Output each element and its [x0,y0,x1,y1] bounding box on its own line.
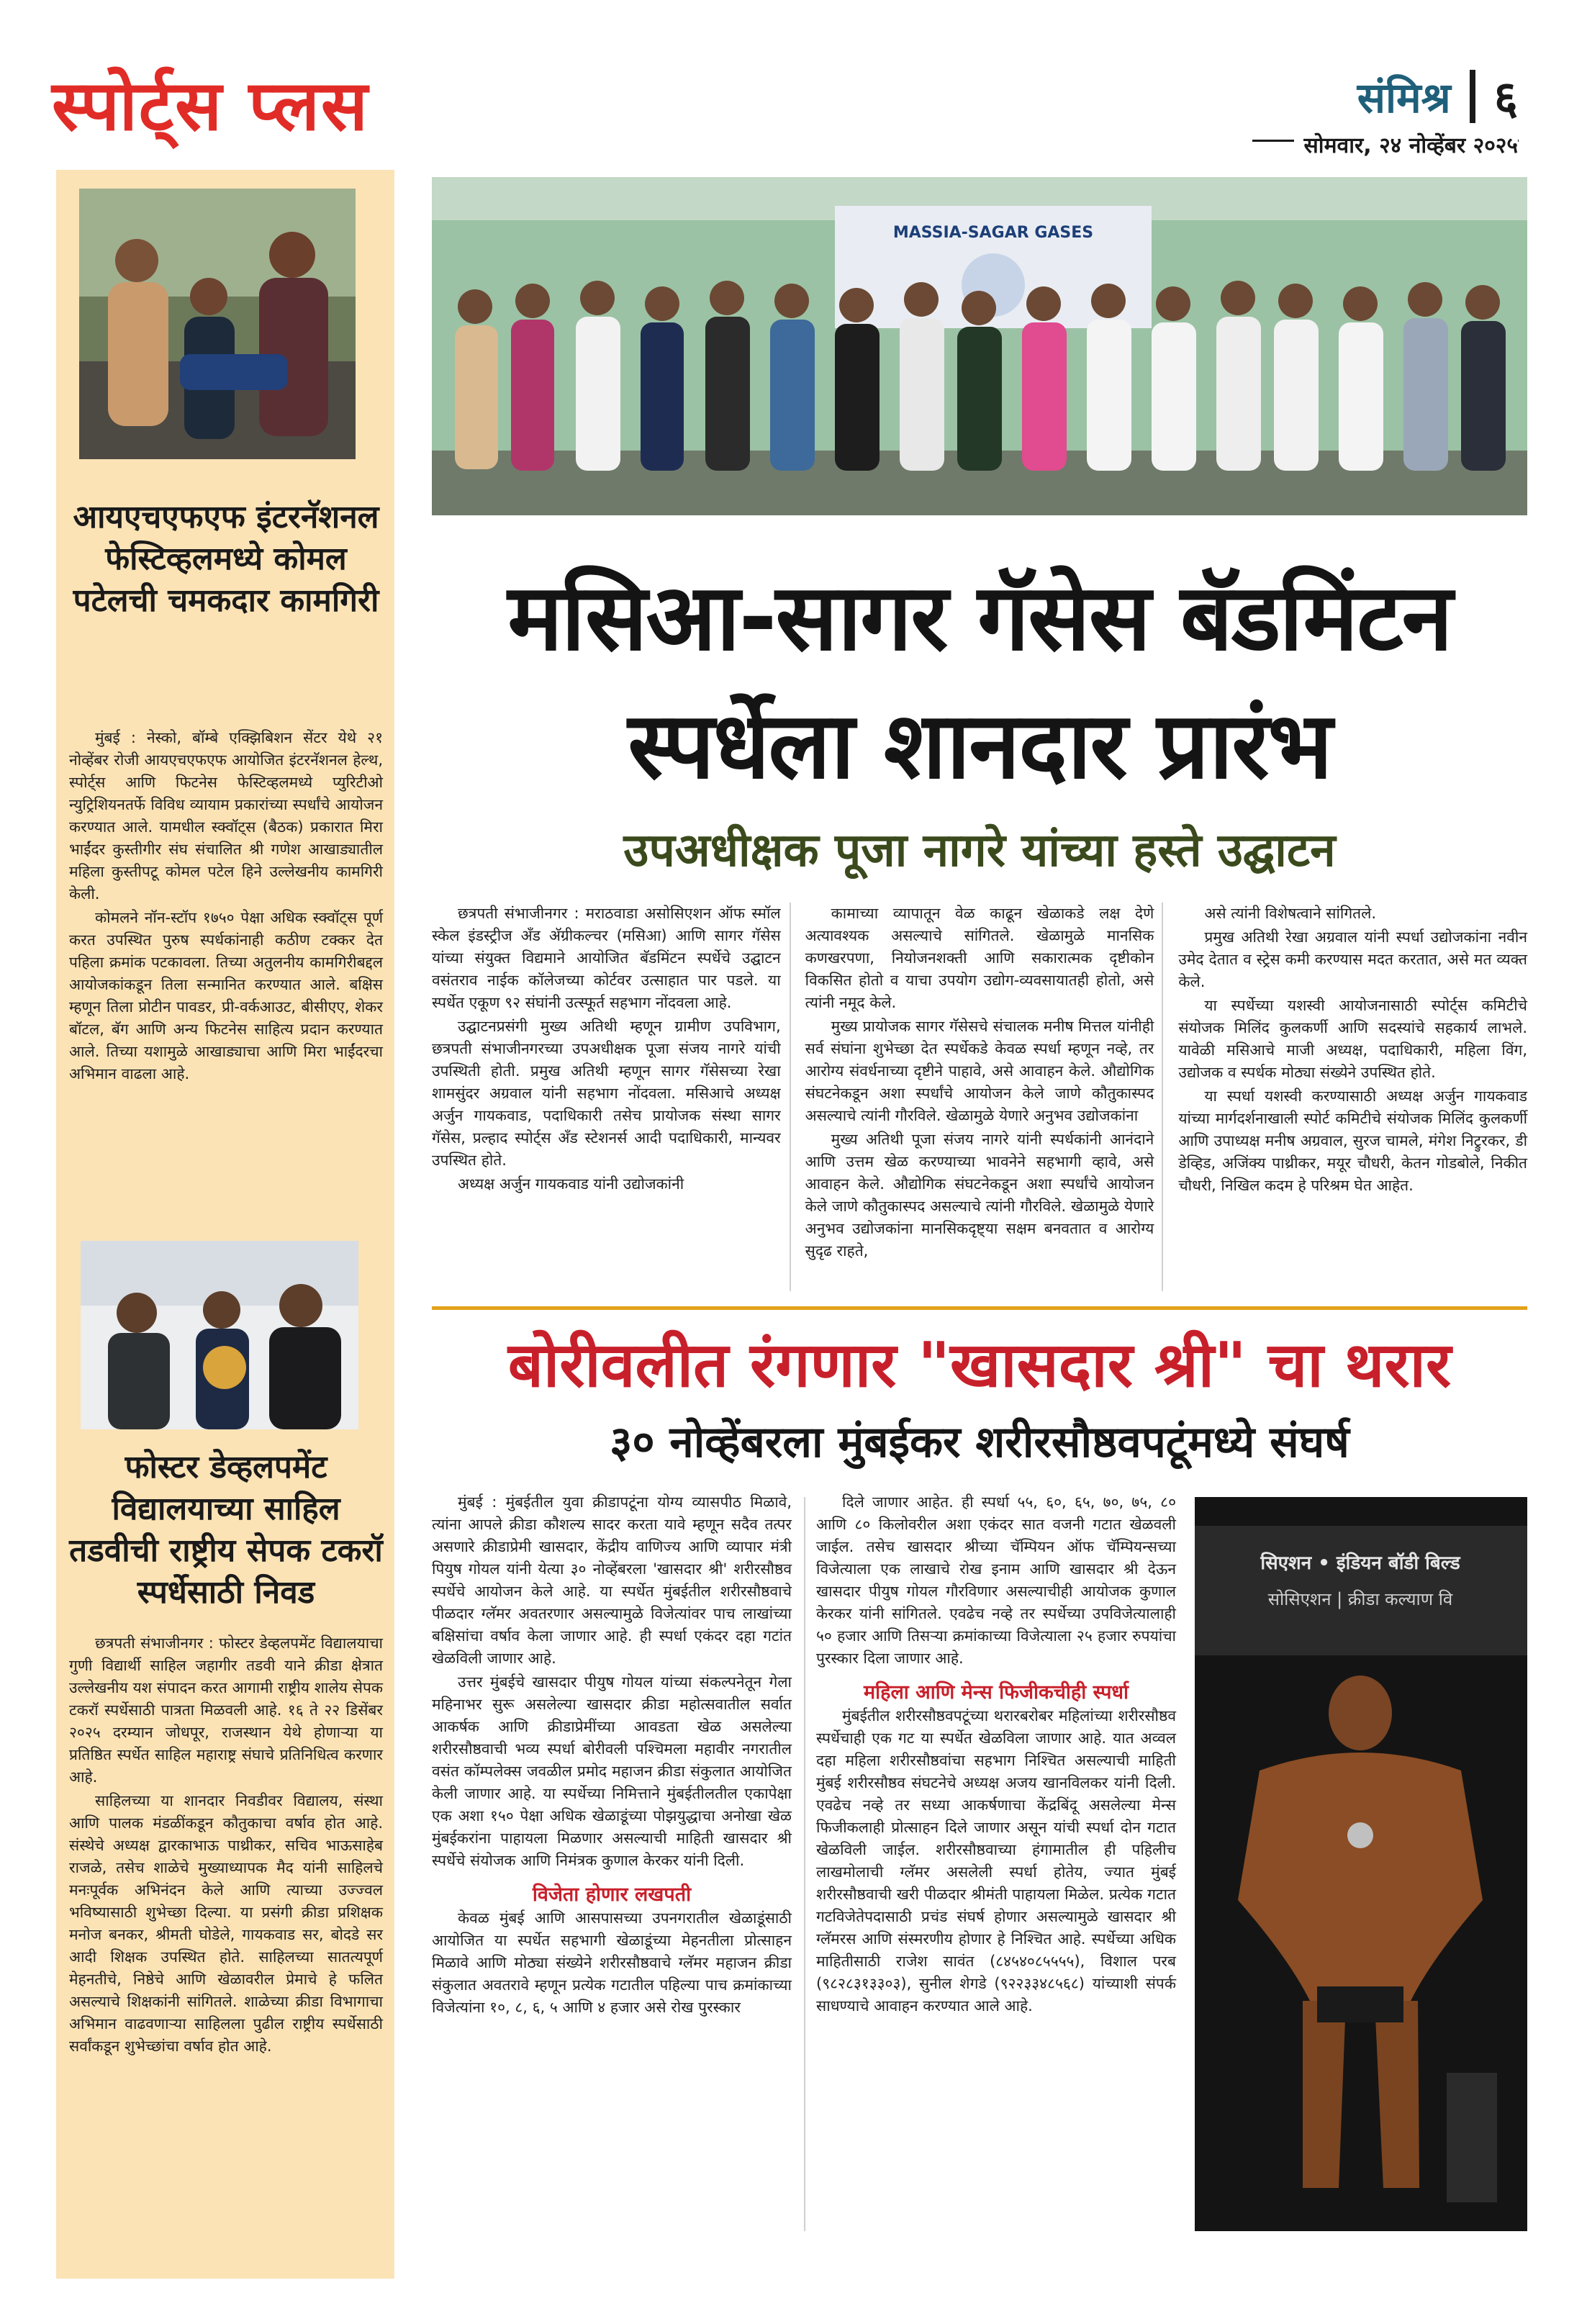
bodybuilder-photo [1195,1497,1527,2231]
masthead-title: स्पोर्ट्स प्लस [52,65,369,146]
crosshead: महिला आणि मेन्स फिजीकचीही स्पर्धा [863,1681,1129,1704]
section-divider [1470,70,1475,123]
paragraph: कामाच्या व्यापातून वेळ काढून खेळाकडे लक्ष देणे अत्यावश्यक असल्याचे सांगितले. खेळामुळे मानसिक कणखरपणा, नियोजनशक्ती आणि सकारात्मक दृष्टीकोन विकसित होतो व याचा उपयोग उद्योग-व्यवसायातही होतो, असे त्यांनी नमूद केले. [805,905,1154,1011]
paragraph: केवळ मुंबई आणि आसपासच्या उपनगरातील खेळाडूंसाठी आयोजित या स्पर्धेत सहभागी खेळाडूंच्या मेहनतीला प्रोत्साहन मिळावे आणि मोठ्या संख्येने शरीरसौष्ठवाचे ग्लॅमर महाजन क्रीडा संकुलात अवतरावे म्हणून प्रत्येक गटातील पहिल्या पाच क्रमांकाच्या विजेत्यांना १०, ८, ६, ५ आणि ४ हजार असे रोख पुरस्कार [432,1909,792,2016]
column-divider [804,1497,805,2231]
photo-banner-text: सोसिएशन | क्रीडा कल्याण वि [1267,1589,1453,1609]
paragraph: छत्रपती संभाजीनगर : मराठवाडा असोसिएशन ऑफ स्मॉल स्केल इंडस्ट्रीज अँड अ‍ॅग्रीकल्चर (मसिआ) आणि सागर गॅसेस यांच्या संयुक्त विद्यमाने आयोजित बॅडमिंटन स्पर्धेचे उद्घाटन वसंतराव नाईक कॉलेजच्या कोर्टवर उत्साहात पार पडले. या स्पर्धेत एकूण ९२ संघांनी उत्स्फूर्त सहभाग नोंदवला आहे. [432,905,781,1011]
paragraph: या स्पर्धेच्या यशस्वी आयोजनासाठी स्पोर्ट्स कमिटीचे संयोजक मिलिंद कुलकर्णी आणि सदस्यांचे सहकार्य लाभले. यावेळी मसिआचे माजी अध्यक्ष, पदाधिकारी, महिला विंग, उद्योजक व स्पर्धक मोठ्या संख्येने उपस्थित होते. [1178,997,1528,1081]
page-number: ६ [1493,72,1518,125]
paragraph: या स्पर्धा यशस्वी करण्यासाठी अध्यक्ष अर्जुन गायकवाड यांच्या मार्गदर्शनाखाली स्पोर्ट कमिटीचे संयोजक मिलिंद कुलकर्णी आणि उपाध्यक्ष मनीष अग्रवाल, सुरज चामले, मंगेश निट्रुरकर, डी डेव्हिड, अजिंक्य पाथ्रीकर, मयूर चौधरी, केतन गोडबोले, निकीत चौधरी, निखिल कदम हे परिश्रम घेत आहेत. [1178,1088,1528,1194]
article-column-2 [805,903,1154,1306]
article-column-1 [432,903,781,1306]
main-article [432,903,1527,1306]
sidebar-headline-2: फोस्टर डेव्हलपमेंट विद्यालयाच्या साहिल तडवीची राष्ट्रीय सेपक टकरॉ स्पर्धेसाठी निवड [69,1449,383,1611]
badminton-group-photo [432,177,1527,515]
issue-date: सोमवार, २४ नोव्हेंबर २०२५ [1294,130,1518,159]
paragraph: असे त्यांनी विशेषत्वाने सांगितले. [1204,905,1377,922]
paragraph: मुख्य प्रायोजक सागर गॅसेसचे संचालक मनीष मित्तल यांनीही सर्व संघांना शुभेच्छा देत स्पर्धेकडे केवळ स्पर्धा म्हणून नव्हे, तर आरोग्य संवर्धनाच्या दृष्टीने पाहावे, असे आवाहन केले. औद्योगिक संघटनेकडून अशा स्पर्धांचे आयोजन केले जाणे कौतुकास्पद असल्याचे त्यांनी गौरविले. खेळामुळे येणारे अनुभव उद्योजकांना [805,1018,1154,1124]
paragraph: मुंबई : नेस्को, बॉम्बे एक्झिबिशन सेंटर येथे २१ नोव्हेंबर रोजी आयएचएफएफ आयोजित इंटरनॅशनल हेल्थ, स्पोर्ट्स आणि फिटनेस फेस्टिव्हलमध्ये प्युरिटीओ न्युट्रिशियनतर्फे विविध व्यायाम प्रकारांच्या स्पर्धांचे आयोजन करण्यात आले. यामधील स्क्वॉट्स (बैठक) प्रकारात मिरा भाईंदर कुस्तीगीर संघ संचालित श्री गणेश आखाड्यातील महिला कुस्तीपटू कोमल पटेल हिने उल्लेखनीय कामगिरी केली. [69,729,383,903]
photo-banner-text: सिएशन • इंडियन बॉडी बिल्ड [1260,1552,1460,1574]
paragraph: दिले जाणार आहेत. ही स्पर्धा ५५, ६०, ६५, ७०, ७५, ८० आणि ८० किलोवरील अशा एकंदर सात वजनी गटात खेळवली जाईल. तसेच खासदार श्रीच्या चॅम्पियन ऑफ चॅम्पियन्सच्या विजेत्याला एक लाखाचे रोख इनाम आणि खासदार श्री देऊन खासदार पीयुष गोयल गौरविणार असल्याचीही आयोजक कुणाल केरकर यांनी सांगितले. एवढेच नव्हे तर स्पर्धेच्या उपविजेत्यालाही ५० हजार आणि तिसऱ्या क्रमांकाच्या विजेत्याला २५ हजार रुपयांचा पुरस्कार दिला जाणार आहे. [816,1493,1176,1667]
main-subheadline: उपअधीक्षक पूजा नागरे यांच्या हस्ते उद्घाटन [623,824,1336,877]
paragraph: कोमलने नॉन-स्टॉप १७५० पेक्षा अधिक स्क्वॉट्स पूर्ण करत उपस्थित पुरुष स्पर्धकांनाही कठीण टक्कर देत पहिला क्रमांक पटकावला. तिच्या अतुलनीय कामगिरीबद्दल आयोजकांकडून तिला सन्मानित करण्यात आले. बक्षिस म्हणून तिला प्रोटीन पावडर, प्री-वर्कआउट, बीसीएए, शेकर बॉटल, बॅग आणि अन्य फिटनेस साहित्य प्रदान करण्यात आले. तिच्या यशामुळे आखाड्याचा आणि मिरा भाईंदरचा अभिमान वाढला आहे. [69,909,383,1082]
sidebar-article-2 [69,1632,383,2059]
main-headline: मसिआ-सागर गॅसेस बॅडमिंटन स्पर्धेला शानदार प्रारंभ [507,564,1452,800]
article-column-2 [816,1491,1176,2020]
article-column-3 [1178,903,1527,1306]
column-divider [790,903,791,1291]
paragraph: उत्तर मुंबईचे खासदार पीयुष गोयल यांच्या संकल्पनेतून गेला महिनाभर सुरू असलेल्या खासदार क्रीडा महोत्सवातील सर्वात आकर्षक आणि क्रीडाप्रेमींच्या आवडता खेळ असलेल्या शरीरसौष्ठवाची भव्य स्पर्धा बोरीवली पश्चिमला महावीर नगरातील वसंत कॉम्पलेक्स जवळील प्रमोद महाजन क्रीडा संकुलात आयोजित केली जाणार आहे. या स्पर्धेच्या निमित्ताने मुंबईतीलतील एकापेक्षा एक अशा १५० पेक्षा अधिक खेळाडूंच्या पोझयुद्धाचा अनोखा खेळ मुंबईकरांना पाहायला मिळणार असल्याची माहिती खासदार श्री स्पर्धेचे संयोजक आणि निमंत्रक कुणाल केरकर यांनी दिली. [432,1673,792,1869]
photo-banner-text: MASSIA-SAGAR GASES [892,224,1094,242]
paragraph: मुंबई : मुंबईतील युवा क्रीडापटूंना योग्य व्यासपीठ मिळावे, त्यांना आपले क्रीडा कौशल्य सादर करता यावे म्हणून सदैव तत्पर असणारे क्रीडाप्रेमी खासदार, केंद्रीय वाणिज्य आणि व्यापार मंत्री पियुष गोयल यांनी येत्या ३० नोव्हेंबरला 'खासदार श्री' शरीरसौष्ठव स्पर्धेचे आयोजन केले आहे. या स्पर्धेत मुंबईतील शरीरसौष्ठवाचे पीळदार ग्लॅमर अवतरणार असल्यामुळे विजेत्यांवर पाच लाखांच्या बक्षिसांचा वर्षाव केला जाणार आहे. ही स्पर्धा एकंदर दहा गटांत खेळविली जाणार आहे. [432,1493,792,1667]
article-column-1 [432,1491,792,2020]
paragraph: उद्घाटनप्रसंगी मुख्य अतिथी म्हणून ग्रामीण उपविभाग, छत्रपती संभाजीनगरच्या उपअधीक्षक पूजा संजय नागरे यांची उपस्थिती होती. प्रमुख अतिथी म्हणून सागर गॅसेसच्या रेखा शामसुंदर अग्रवाल यांनी सहभाग नोंदवला. मसिआचे अध्यक्ष अर्जुन गायकवाड, पदाधिकारी तसेच प्रायोजक संस्था सागर गॅसेस, प्रल्हाद स्पोर्ट्स अँड स्टेशनर्स आदी पदाधिकारी, मान्यवर उपस्थित होते. [432,1018,781,1169]
sidebar-article-1 [69,727,383,1087]
section-indicator [1357,65,1518,127]
paragraph: साहिलच्या या शानदार निवडीवर विद्यालय, संस्था आणि पालक मंडळींकडून कौतुकाचा वर्षाव होत आहे. संस्थेचे अध्यक्ष द्वारकाभाऊ पाथ्रीकर, सचिव भाऊसाहेब राजळे, तसेच शाळेचे मुख्याध्यापक मैद यांनी साहिलचे मनःपूर्वक अभिनंदन केले आणि त्याच्या उज्ज्वल भविष्यासाठी शुभेच्छा दिल्या. या प्रसंगी क्रीडा प्रशिक्षक मनोज बनकर, श्रीमती घोडेले, गायकवाड सर, बोदडे सर आदी शिक्षक उपस्थित होते. साहिलच्या सातत्यपूर्ण मेहनतीचे, निष्ठेचे आणि खेळावरील प्रेमाचे हे फलित असल्याचे शिक्षकांनी सांगितले. शाळेच्या क्रीडा विभागाचा अभिमान वाढवणाऱ्या साहिलला पुढील राष्ट्रीय स्पर्धेसाठी सर्वांकडून शुभेच्छांचा वर्षाव होत आहे. [69,1792,383,2055]
second-headline: बोरीवलीत रंगणार "खासदार श्री" चा थरार [507,1329,1452,1401]
story-separator [432,1306,1527,1310]
paragraph: प्रमुख अतिथी रेखा अग्रवाल यांनी स्पर्धा उद्योजकांना नवीन उमेद देतात व स्ट्रेस कमी करण्यास मदत करतात, असे मत व्यक्त केले. [1178,928,1528,990]
sidebar-photo-sahil [81,1241,358,1429]
sidebar-photo-komal [79,189,356,459]
paragraph: मुख्य अतिथी पूजा संजय नागरे यांनी स्पर्धकांनी आनंदाने आणि उत्तम खेळ करण्याच्या भावनेने सहभागी व्हावे, असे आवाहन केले. औद्योगिक संघटनेकडून अशा स्पर्धांचे आयोजन केले जाणे कौतुकास्पद असल्याचे त्यांनी गौरविले. खेळामुळे येणारे अनुभव उद्योजकांना मानसिकदृष्ट्या सक्षम बनवतात व आरोग्य सुदृढ राहते, [805,1131,1154,1260]
paragraph: अध्यक्ष अर्जुन गायकवाड यांनी उद्योजकांनी [458,1175,684,1193]
sidebar-headline-1: आयएचएफएफ इंटरनॅशनल फेस्टिव्हलमध्ये कोमल पटेलची चमकदार कामगिरी [73,499,379,619]
section-name: संमिश्र [1357,73,1451,122]
column-divider [1162,903,1163,1291]
crosshead: विजेता होणार लखपती [532,1884,692,1906]
paragraph: मुंबईतील शरीरसौष्ठवपटूंच्या थरारबरोबर महिलांच्या शरीरसौष्ठव स्पर्धेचाही एक गट या स्पर्धेत खेळविला जाणार आहे. यात अव्वल दहा महिला शरीरसौष्ठवांचा सहभाग निश्चित असल्याची माहिती मुंबई शरीरसौष्ठव संघटनेचे अध्यक्ष अजय खानविलकर यांनी दिली. एवढेच नव्हे तर सध्या आकर्षणाचा केंद्रबिंदू असलेल्या मेन्स फिजीकलाही प्रोत्साहन दिले जाणार असून यांची स्पर्धा दोन गटात खेळविली जाईल. शरीरसौष्ठवाच्या हंगामातील ही पहिलीच लाखमोलाची ग्लॅमर असलेली स्पर्धा होतेय, ज्यात मुंबई शरीरसौष्ठवाची खरी पीळदार श्रीमंती पाहायला मिळेल. प्रत्येक गटात गटविजेतेपदासाठी प्रचंड संघर्ष होणार असल्यामुळे खासदार श्री ग्लॅमरस आणि संस्मरणीय होणार हे निश्चित आहे. स्पर्धेच्या अधिक माहितीसाठी राजेश सावंत (८४५४०८५५५५), विशाल परब (९८२८३१३३०३), सुनील शेगडे (९२२३३४८५६८) यांच्याशी संपर्क साधण्याचे आवाहन करण्यात आले आहे. [816,1707,1176,2015]
paragraph: छत्रपती संभाजीनगर : फोस्टर डेव्हलपमेंट विद्यालयाचा गुणी विद्यार्थी साहिल जहागीर तडवी याने क्रीडा क्षेत्रात उल्लेखनीय यश संपादन करत आगामी राष्ट्रीय शालेय सेपक टकरॉ स्पर्धेसाठी पात्रता मिळवली आहे. १६ ते २२ डिसेंबर २०२५ दरम्यान जोधपूर, राजस्थान येथे होणाऱ्या या प्रतिष्ठित स्पर्धेत साहिल महाराष्ट्र संघाचे प्रतिनिधित्व करणार आहे. [69,1635,383,1786]
second-subheadline: ३० नोव्हेंबरला मुंबईकर शरीरसौष्ठवपटूंमध्ये संघर्ष [610,1417,1349,1468]
